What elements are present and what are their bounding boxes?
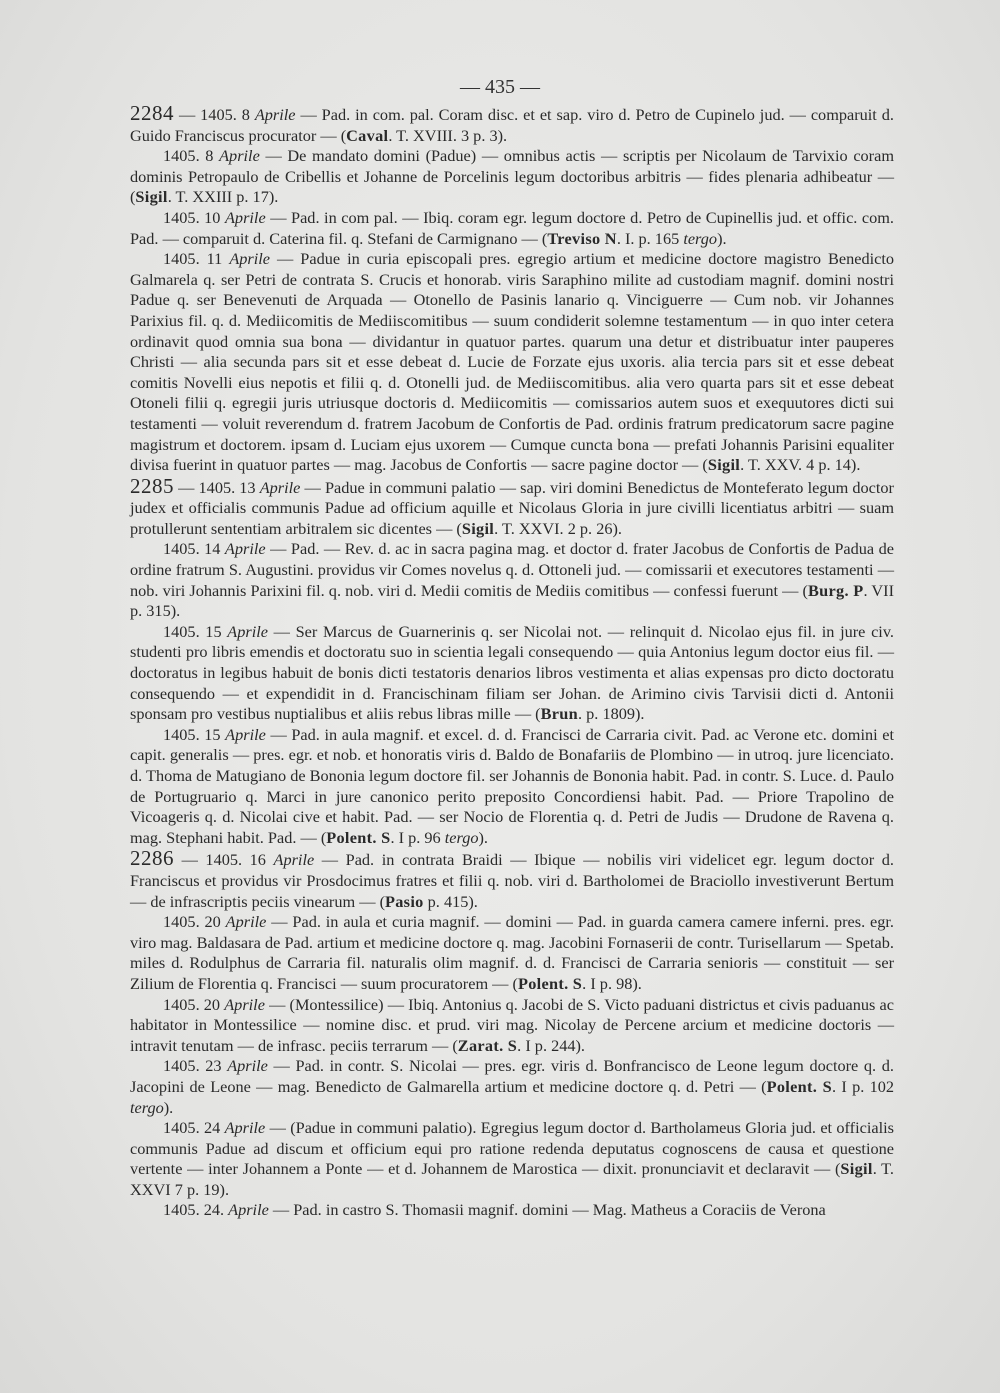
source-reference: Pasio bbox=[385, 891, 424, 911]
source-reference: Sigil bbox=[461, 518, 495, 538]
text-run: . T. XXIII p. 17). bbox=[167, 187, 279, 207]
text-run: ). bbox=[478, 827, 488, 847]
text-run: — Pad. — Rev. d. ac in sacra pagina mag. et doctor d. frater Jacobus de Confortis de Padua de ordine fratrum S. Augustini. providus vir Comes novelus q. d. Ottoneli jud. — comissarii et executores testamenti — nob. viri Johannis Parixini fil. q. nob. viri d. Medii comitis de Mediis comitibus — confessi fuerunt — ( bbox=[130, 539, 894, 600]
text-run: 1405. 24. bbox=[163, 1200, 229, 1220]
source-reference: Zarat. S bbox=[457, 1035, 518, 1055]
entry-number: 2285 bbox=[130, 473, 174, 498]
text-run: — (Padue in communi palatio). Egregius legum doctor d. Bartholameus Gloria jud. et officialis communis Padue ad discum et officium equi pro ratione redenda deputatus cognoscens de causa et questione vertente — inter Johannem a Ponte — et d. Johannem de Marostica — dixit. pronunciavit et declaravit — ( bbox=[130, 1118, 894, 1179]
text-run: — Pad. in contr. S. Nicolai — pres. egr. viris d. Bonfrancisco de Leone legum doctore q. d. Jacopini de Leone — mag. Benedicto de Galmarella artium et medicine doctore q. d. Petri — ( bbox=[130, 1056, 894, 1096]
text-run: — Ser Marcus de Guarnerinis q. ser Nicolai not. — relinquit d. Nicolao ejus fil. in jure civ. studenti pro libris emendis et doctoratu suo in scientia legali consequendo — quia Antonius legum doctor eius fil. — doctoratus in legibus habuit de bonis dicti testatoris denarios libros vestimenta et alias expensas pro dicto doctoratu consequendo — et expendidit in d. Francischinam filiam ser Johan. de Arimino civis Tarvisii dicti d. Antonii sponsam pro vestibus nuptialibus et aliis rebus libras mille — ( bbox=[130, 621, 894, 724]
text-run: ). bbox=[717, 228, 727, 248]
italic-text: Aprile bbox=[259, 477, 301, 497]
text-run: . T. XVIII. 3 p. 3). bbox=[388, 125, 508, 145]
source-reference: Brun bbox=[540, 704, 579, 724]
italic-text: Aprile bbox=[224, 207, 266, 227]
italic-text: Aprile bbox=[254, 105, 296, 124]
text-run: . I. p. 165 bbox=[616, 228, 684, 248]
paragraph bbox=[130, 1200, 894, 1221]
entry-number: 2284 bbox=[130, 101, 174, 125]
source-reference: Sigil bbox=[135, 187, 168, 207]
paragraph bbox=[130, 725, 894, 849]
text-run: — Padue in communi palatio — sap. viri domini Benedictus de Monteferato legum doctor judex et officialis communis Padue ad officium aquille et Nicolaus Gloria in jure civilli licentiatus arbitri — suam protullerunt sententiam arbitralem sic dicentes — ( bbox=[130, 477, 894, 538]
text-run: . I p. 102 bbox=[832, 1076, 894, 1096]
page-number: — 435 — bbox=[460, 76, 540, 98]
source-reference: Polent. S bbox=[766, 1076, 833, 1096]
text-run: — (Montessilice) — Ibiq. Antonius q. Jacobi de S. Victo paduani districtus et civis paduanus ac habitator in Montessilice — nomine disc. et prud. viri mag. Nicolay de Percene arcium et medicine doctoris — intravit tenutam — de infrasc. peciis terrarum — ( bbox=[130, 994, 894, 1055]
text-run: 1405. 24 bbox=[163, 1118, 225, 1138]
italic-text: tergo bbox=[683, 228, 718, 248]
source-reference: Polent. S bbox=[517, 973, 583, 993]
text-run: 1405. 8 bbox=[163, 146, 220, 166]
text-run: — 1405. 8 bbox=[174, 105, 255, 124]
italic-text: Aprile bbox=[228, 1200, 269, 1220]
entry-paragraph bbox=[130, 848, 894, 912]
text-run: . I p. 96 bbox=[390, 827, 445, 847]
text-run: 1405. 11 bbox=[163, 249, 230, 269]
source-reference: Sigil bbox=[840, 1159, 873, 1179]
italic-text: Aprile bbox=[224, 539, 266, 559]
text-run: . T. XXVI. 2 p. 26). bbox=[494, 518, 622, 538]
italic-text: tergo bbox=[130, 1097, 164, 1117]
text-run: — Pad. in aula et curia magnif. — domini — Pad. in guarda camera camere inferni. pres. egr. viro mag. Baldasara de Pad. artium et medicine doctore q. mag. Jacobini Fornaserii de contr. Turisellarum — Spetab. miles d. Rodulphus de Carraria fil. naturalis olim magnif. d. d. Francisci de Carraria senioris — constituit — ser Zilium de Florentia q. Francisci — suum procuratorem — ( bbox=[130, 912, 894, 993]
entry-paragraph bbox=[130, 103, 894, 146]
text-run: — 1405. 13 bbox=[174, 477, 260, 497]
entry-paragraph bbox=[130, 473, 894, 540]
text-run: . p. 1809). bbox=[578, 704, 645, 724]
source-reference: Treviso N bbox=[547, 228, 617, 248]
text-run: 1405. 20 bbox=[163, 994, 225, 1014]
paragraph bbox=[130, 1118, 894, 1200]
italic-text: tergo bbox=[444, 827, 479, 847]
text-run: 1405. 14 bbox=[163, 539, 225, 559]
text-run: — De mandato domini (Padue) — omnibus actis — scriptis per Nicolaum de Tarvixio coram dominis Petropaulo de Cribellis et Johanne de Porcelinis legum doctoribus arbitris — fides plenaria adhibeatur — ( bbox=[130, 146, 894, 207]
paragraph bbox=[130, 912, 894, 994]
paragraph bbox=[130, 249, 894, 476]
text-run: 1405. 10 bbox=[163, 207, 225, 227]
text-run: 1405. 15 bbox=[163, 724, 226, 744]
italic-text: Aprile bbox=[227, 621, 268, 641]
text-run: — 1405. 16 bbox=[174, 850, 274, 870]
italic-text: Aprile bbox=[227, 1056, 268, 1076]
italic-text: Aprile bbox=[224, 1118, 266, 1138]
text-run: — Padue in curia episcopali pres. egregio artium et medicine doctore magistro Benedicto Galmarela q. ser Petri de contrata S. Crucis et honorab. viris Saraphino milite ad custodiam magnif. domini nostri Padue q. ser Benevenuti de Arquada — Otonello de Pasinis lanario q. Vinciguerre — Cum nob. vir Johannes Parixius fil. q. d. Mediicomitis de Mediiscomitibus — suum condiderit solemne testamentum — in quo inter cetera ordinavit quod omnia sua bona — dividantur in quatuor partes. quarum una detur et distribuatur inter pauperes Christi — alia secunda pars sit et esse debeat d. Lucie de Forzate ejus uxoris. alia tercia pars sit et esse debeat comitis Novelli eius nepotis et filii q. d. Otonelli jud. de Mediiscomitibus. alia vero quarta pars sit et esse debeat Otoneli filii q. egregii juris utriusque doctoris d. Mediicomitis — comissarios autem suos et exequutores dicti sui testamenti — voluit reverendum d. fratrem Jacobum de Confortis de Pad. ordinis fratrum predicatorum sacre pagine magistrum et doctorem. ipsam d. Luciam ejus uxorem — Cumque cuncta bona — prefati Johannis Parisini equaliter divisa fuerint in quatuor partes — mag. Jacobus de Confortis — sacre pagine doctor — ( bbox=[130, 249, 895, 475]
entry-number: 2286 bbox=[130, 846, 174, 871]
source-reference: Sigil bbox=[707, 455, 741, 475]
source-reference: Polent. S bbox=[326, 827, 391, 847]
text-run: — Pad. in com pal. — Ibiq. coram egr. legum doctore d. Petro de Cupinellis jud. et offic. com. Pad. — comparuit d. Caterina fil. q. Stefani de Carmignano — ( bbox=[130, 207, 894, 248]
document-body bbox=[130, 103, 894, 1221]
source-reference: Burg. P bbox=[807, 580, 864, 600]
text-run: . I p. 98). bbox=[582, 973, 642, 993]
text-run: . T. XXV. 4 p. 14). bbox=[740, 455, 861, 475]
text-run: 1405. 23 bbox=[163, 1056, 228, 1076]
paragraph bbox=[130, 995, 894, 1057]
paragraph bbox=[130, 208, 894, 249]
text-run: 1405. 20 bbox=[163, 912, 226, 932]
text-run: ). bbox=[163, 1097, 174, 1117]
paragraph bbox=[130, 1056, 894, 1118]
italic-text: Aprile bbox=[225, 912, 267, 932]
text-run: . I p. 244). bbox=[517, 1035, 585, 1055]
italic-text: Aprile bbox=[225, 724, 266, 744]
text-run: — Pad. in aula magnif. et excel. d. d. Francisci de Carraria civit. Pad. ac Verone etc. domini et capit. generalis — pres. egr. et nob. et honoratis viris d. Baldo de Bonafariis de Plombino — in utroq. jure licenciato. d. Thoma de Matugiano de Bononia legum doctore fil. ser Johannis de Bononia habit. Pad. in contr. S. Luce. d. Paulo de Portugruario q. Marci in jure canonico perito preposito Concordiensi habit. Pad. — Priore Trapolino de Vicoageris q. d. Nicolai cive et habit. Pad. — ser Nocio de Florentia q. d. Petri de Judis — Drudone de Ravena q. mag. Stephani habit. Pad. — ( bbox=[130, 724, 894, 847]
text-run: . T. XXVI 7 p. 19). bbox=[130, 1159, 894, 1199]
text-run: — Pad. in com. pal. Coram disc. et et sap. viro d. Petro de Cupinelo jud. — comparuit d. Guido Franciscus procurator — ( bbox=[130, 105, 894, 145]
paragraph bbox=[130, 622, 894, 725]
text-run: 1405. 15 bbox=[163, 621, 228, 641]
source-reference: Caval bbox=[346, 125, 389, 145]
italic-text: Aprile bbox=[273, 850, 315, 870]
text-run: . VII p. 315). bbox=[130, 580, 895, 621]
text-run: — Pad. in contrata Braidi — Ibique — nobilis viri videlicet egr. legum doctor d. Franciscus et providus vir Prosdocimus fratres et filii q. nob. viri d. Bartholomei de Braciollo investiverunt Bertum — de infrascriptis peciis vinearum — ( bbox=[130, 850, 894, 911]
italic-text: Aprile bbox=[224, 994, 265, 1014]
paragraph bbox=[130, 539, 894, 621]
text-run: p. 415). bbox=[423, 891, 478, 911]
italic-text: Aprile bbox=[219, 146, 260, 166]
italic-text: Aprile bbox=[229, 249, 271, 269]
text-run: — Pad. in castro S. Thomasii magnif. domini — Mag. Matheus a Coraciis de Verona bbox=[268, 1200, 826, 1220]
paragraph bbox=[130, 146, 894, 208]
